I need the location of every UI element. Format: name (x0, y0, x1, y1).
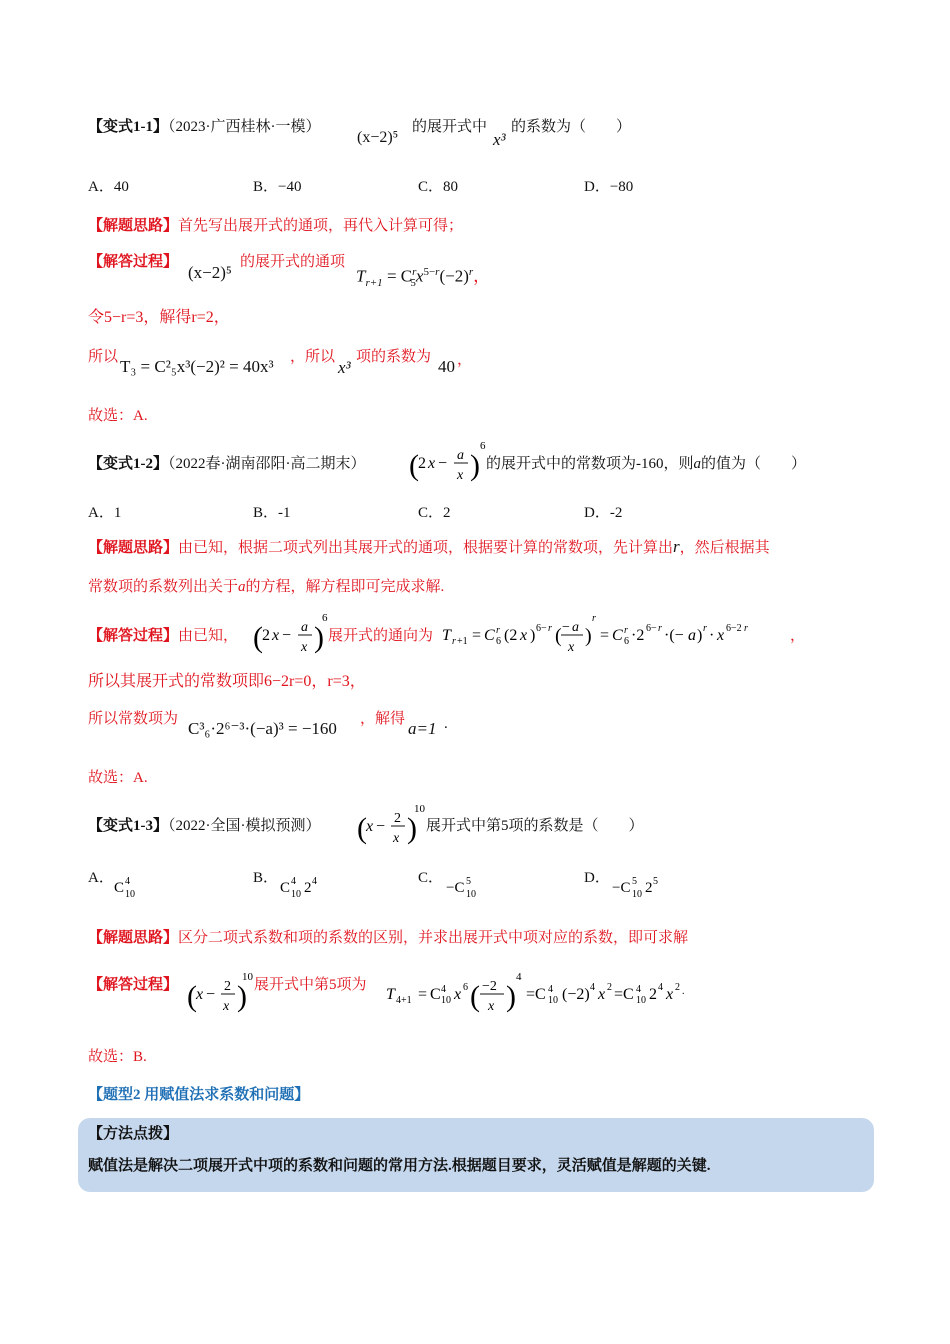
svg-text:6: 6 (463, 982, 468, 993)
q2-proc3-a: 所以常数项为 (88, 711, 179, 727)
svg-text:5: 5 (653, 876, 658, 887)
q1-proc1-formula: $T_{r+1} = C^r_5x^{5-r}(-2)^r$， (356, 266, 491, 290)
q3-proc-formula-a (186, 968, 258, 1020)
svg-text:=C: =C (526, 986, 546, 1003)
svg-text:(−2): (−2) (562, 986, 590, 1003)
svg-text:−: − (206, 986, 216, 1003)
svg-text:(: ( (357, 812, 367, 845)
q1-option-d: D．−80 (584, 179, 634, 195)
svg-text:r: r (624, 625, 628, 636)
svg-text:−: − (376, 818, 386, 835)
q3-label: 【变式1-3】 (88, 818, 168, 834)
svg-text:6−: 6− (646, 623, 657, 634)
svg-text:6: 6 (322, 612, 328, 624)
svg-text:(: ( (470, 980, 480, 1013)
q3-formula (356, 800, 428, 852)
svg-text:·: · (709, 627, 715, 644)
q1-proc1-expr: (x−2)⁵ (188, 263, 232, 282)
svg-text:−C: −C (446, 880, 465, 896)
svg-text:x: x (428, 455, 436, 472)
svg-text:2: 2 (645, 880, 653, 896)
svg-text:a: a (301, 620, 308, 635)
svg-text:10: 10 (632, 889, 642, 900)
svg-text:2: 2 (418, 455, 426, 472)
method-box (78, 1118, 874, 1192)
svg-text:6−2: 6−2 (726, 623, 742, 634)
q1-label: 【变式1-1】 (88, 119, 168, 135)
q2-proc3-c: ，解得 (360, 711, 406, 727)
svg-text:x: x (454, 986, 462, 1003)
svg-text:(2: (2 (504, 627, 518, 644)
q2-proc3-answer: a=1 (408, 719, 437, 738)
method-label: 【方法点拨】 (88, 1126, 179, 1142)
q3-option-b: B． (253, 870, 279, 886)
svg-text:x: x (366, 818, 374, 835)
svg-text:2: 2 (262, 627, 270, 644)
svg-text:.: . (682, 986, 685, 997)
svg-text:r: r (452, 636, 456, 647)
q3-option-a: A． (88, 870, 114, 886)
q2-proc3-dot: . (444, 716, 448, 732)
svg-text:10: 10 (242, 971, 253, 983)
svg-text:10: 10 (636, 995, 646, 1006)
svg-text:C: C (114, 880, 125, 896)
svg-text:r: r (496, 625, 500, 636)
svg-text:4: 4 (516, 971, 522, 983)
svg-text:r: r (703, 623, 707, 634)
svg-text:2: 2 (224, 979, 231, 994)
q1-proc2: 令5−r=3，解得r=2， (88, 309, 230, 326)
q1-x3: x³ (493, 130, 506, 149)
svg-text:): ) (530, 627, 536, 644)
svg-text:2: 2 (607, 982, 612, 993)
svg-text:r: r (744, 623, 748, 634)
svg-text:2: 2 (394, 811, 401, 826)
svg-text:x: x (301, 640, 308, 655)
svg-text:x: x (666, 986, 674, 1003)
q1-text: 的展开式中 (412, 119, 488, 135)
svg-text:C: C (612, 627, 623, 644)
svg-text:2: 2 (675, 982, 680, 993)
svg-text:): ) (407, 812, 417, 845)
svg-text:x: x (393, 831, 400, 846)
q2-proc-line1: 【解答过程】由已知， (88, 628, 239, 644)
q2-proc-label: 【解答过程】 (88, 628, 179, 644)
svg-text:r: r (548, 623, 552, 634)
svg-text:(: ( (253, 621, 263, 654)
svg-text:x: x (196, 986, 204, 1003)
q2-proc2: 所以其展开式的常数项即6−2r=0，r=3， (88, 673, 366, 690)
svg-text:2: 2 (649, 986, 657, 1003)
svg-text:=: = (472, 627, 482, 644)
svg-text:x: x (520, 627, 528, 644)
q2-stem (88, 454, 366, 474)
q3-option-c-math (446, 872, 506, 902)
svg-text:10: 10 (441, 995, 451, 1006)
svg-text:4: 4 (312, 876, 317, 887)
q2-text: 的展开式中的常数项为-160，则a的值为（ ） (486, 456, 807, 472)
q3-source: （2022·全国·模拟预测） (168, 818, 321, 834)
q3-answer: 故选：B. (88, 1049, 147, 1065)
svg-text:a: a (688, 627, 696, 644)
svg-text:4: 4 (441, 984, 446, 995)
svg-text:5: 5 (632, 876, 637, 887)
svg-text:=C: =C (614, 986, 634, 1003)
svg-text:4+1: 4+1 (396, 995, 412, 1006)
q3-idea: 【解题思路】区分二项式系数和项的系数的区别，并求出展开式中项对应的系数，即可求解 (88, 930, 689, 946)
q3-proc-formula-b (386, 968, 726, 1020)
svg-text:4: 4 (548, 984, 553, 995)
svg-text:(: ( (555, 625, 562, 647)
svg-text:x: x (598, 986, 606, 1003)
q2-option-a: A．1 (88, 505, 122, 521)
q3-option-d: D． (584, 870, 610, 886)
q1-proc3-x3: x³ (338, 358, 351, 377)
q1-expr: (x−2)⁵ (357, 129, 399, 146)
q1-proc3-a: 所以 (88, 349, 119, 365)
svg-text:): ) (237, 980, 247, 1013)
svg-text:=: = (418, 986, 428, 1003)
svg-text:T: T (386, 986, 395, 1003)
svg-text:5: 5 (466, 876, 471, 887)
svg-text:T: T (442, 627, 451, 644)
svg-text:10: 10 (414, 803, 425, 815)
svg-text:4: 4 (291, 876, 296, 887)
q3-option-c: C． (418, 870, 444, 886)
q1-option-b: B．−40 (253, 179, 302, 195)
q2-option-d: D．-2 (584, 505, 623, 521)
svg-text:C: C (484, 627, 495, 644)
svg-text:x: x (568, 640, 575, 655)
svg-text:(: ( (187, 980, 197, 1013)
q1-idea-text: 首先写出展开式的通项，再代入计算可得； (178, 218, 464, 234)
q2-formula (408, 437, 488, 489)
svg-text:=: = (600, 627, 610, 644)
q2-proc-comma: ， (790, 628, 806, 644)
q2-answer: 故选：A. (88, 770, 148, 786)
q2-proc-formula-a (252, 609, 328, 661)
svg-text:·(−: ·(− (664, 627, 684, 644)
svg-text:4: 4 (658, 982, 663, 993)
q2-proc-text: 展开式的通向为 (328, 628, 434, 644)
q1-proc3-value: 40 (438, 357, 455, 376)
q2-option-c: C．2 (418, 505, 451, 521)
q1-proc3-c: ，所以 (290, 349, 336, 365)
q3-option-d-math (612, 872, 682, 902)
q2-proc-formula-b (442, 609, 802, 661)
svg-text:): ) (470, 449, 480, 482)
svg-text:): ) (585, 625, 592, 647)
q1-proc3-e: 项的系数为 (356, 349, 432, 365)
q3-idea-label: 【解题思路】 (88, 930, 179, 946)
q3-option-a-math (114, 872, 154, 902)
svg-text:·2: ·2 (631, 627, 645, 644)
q1-proc-label: 【解答过程】 (88, 254, 179, 270)
svg-text:x: x (488, 999, 495, 1014)
q1-proc3-g: ， (457, 352, 473, 368)
q1-idea (88, 216, 463, 236)
svg-text:a: a (572, 620, 579, 635)
svg-text:−: − (282, 627, 292, 644)
q2-idea-line2: 常数项的系数列出关于a的方程，解方程即可完成求解. (88, 579, 445, 595)
q1-option-a: A．40 (88, 179, 129, 195)
q2-label: 【变式1-2】 (88, 456, 168, 472)
q2-idea-line1: 【解题思路】由已知，根据二项式列出其展开式的通项，根据要计算的常数项，先计算出r，然后根据其 (88, 537, 770, 556)
q1-proc3-formula: T₃ = C²₅x³(−2)² = 40x³ (120, 357, 274, 376)
q1-tail: 的系数为（ ） (511, 119, 632, 135)
svg-text:+1: +1 (457, 636, 468, 647)
svg-text:6: 6 (480, 440, 486, 452)
svg-text:x: x (272, 627, 280, 644)
svg-text:x: x (223, 999, 230, 1014)
q2-source: （2022春·湖南邵阳·高二期末） (168, 456, 366, 472)
method-text: 赋值法是解决二项展开式中项的系数和问题的常用方法.根据题目要求，灵活赋值是解题的关键. (88, 1158, 711, 1174)
svg-text:x: x (717, 627, 725, 644)
svg-text:): ) (697, 627, 703, 644)
svg-text:10: 10 (125, 889, 135, 900)
svg-text:C: C (280, 880, 291, 896)
svg-text:r: r (658, 623, 662, 634)
svg-text:−2: −2 (482, 979, 497, 994)
svg-text:−: − (562, 620, 570, 635)
svg-text:−: − (438, 455, 448, 472)
q3-proc-label: 【解答过程】 (88, 977, 179, 993)
svg-text:4: 4 (636, 984, 641, 995)
svg-text:): ) (314, 621, 324, 654)
q1-proc1-text: 的展开式的通项 (240, 254, 346, 270)
svg-text:4: 4 (590, 982, 595, 993)
q3-text: 展开式中第5项的系数是（ ） (426, 818, 644, 834)
svg-text:(: ( (409, 449, 419, 482)
svg-text:r: r (592, 613, 596, 624)
svg-text:10: 10 (548, 995, 558, 1006)
q3-proc-text: 展开式中第5项为 (254, 977, 367, 993)
svg-text:2: 2 (304, 880, 312, 896)
section-title: 【题型2 用赋值法求系数和问题】 (88, 1087, 310, 1103)
q3-stem (88, 816, 321, 836)
q3-option-b-math (280, 872, 340, 902)
svg-text:x: x (457, 468, 464, 483)
svg-text:6−: 6− (536, 623, 547, 634)
q1-stem (88, 117, 321, 137)
q1-answer: 故选：A. (88, 408, 148, 424)
svg-text:C: C (430, 986, 441, 1003)
q1-option-c: C．80 (418, 179, 459, 195)
q1-idea-label: 【解题思路】 (88, 218, 179, 234)
svg-text:−C: −C (612, 880, 631, 896)
svg-text:): ) (506, 980, 516, 1013)
svg-text:10: 10 (466, 889, 476, 900)
q2-proc3-formula: C³₆·2⁶⁻³·(−a)³ = −160 (188, 719, 337, 738)
q2-option-b: B．-1 (253, 505, 291, 521)
svg-text:4: 4 (125, 876, 130, 887)
q2-idea-label: 【解题思路】 (88, 540, 179, 556)
svg-text:6: 6 (496, 636, 501, 647)
svg-text:6: 6 (624, 636, 629, 647)
q1-source: （2023·广西桂林·一模） (168, 119, 321, 135)
svg-text:10: 10 (291, 889, 301, 900)
svg-text:a: a (457, 448, 464, 463)
